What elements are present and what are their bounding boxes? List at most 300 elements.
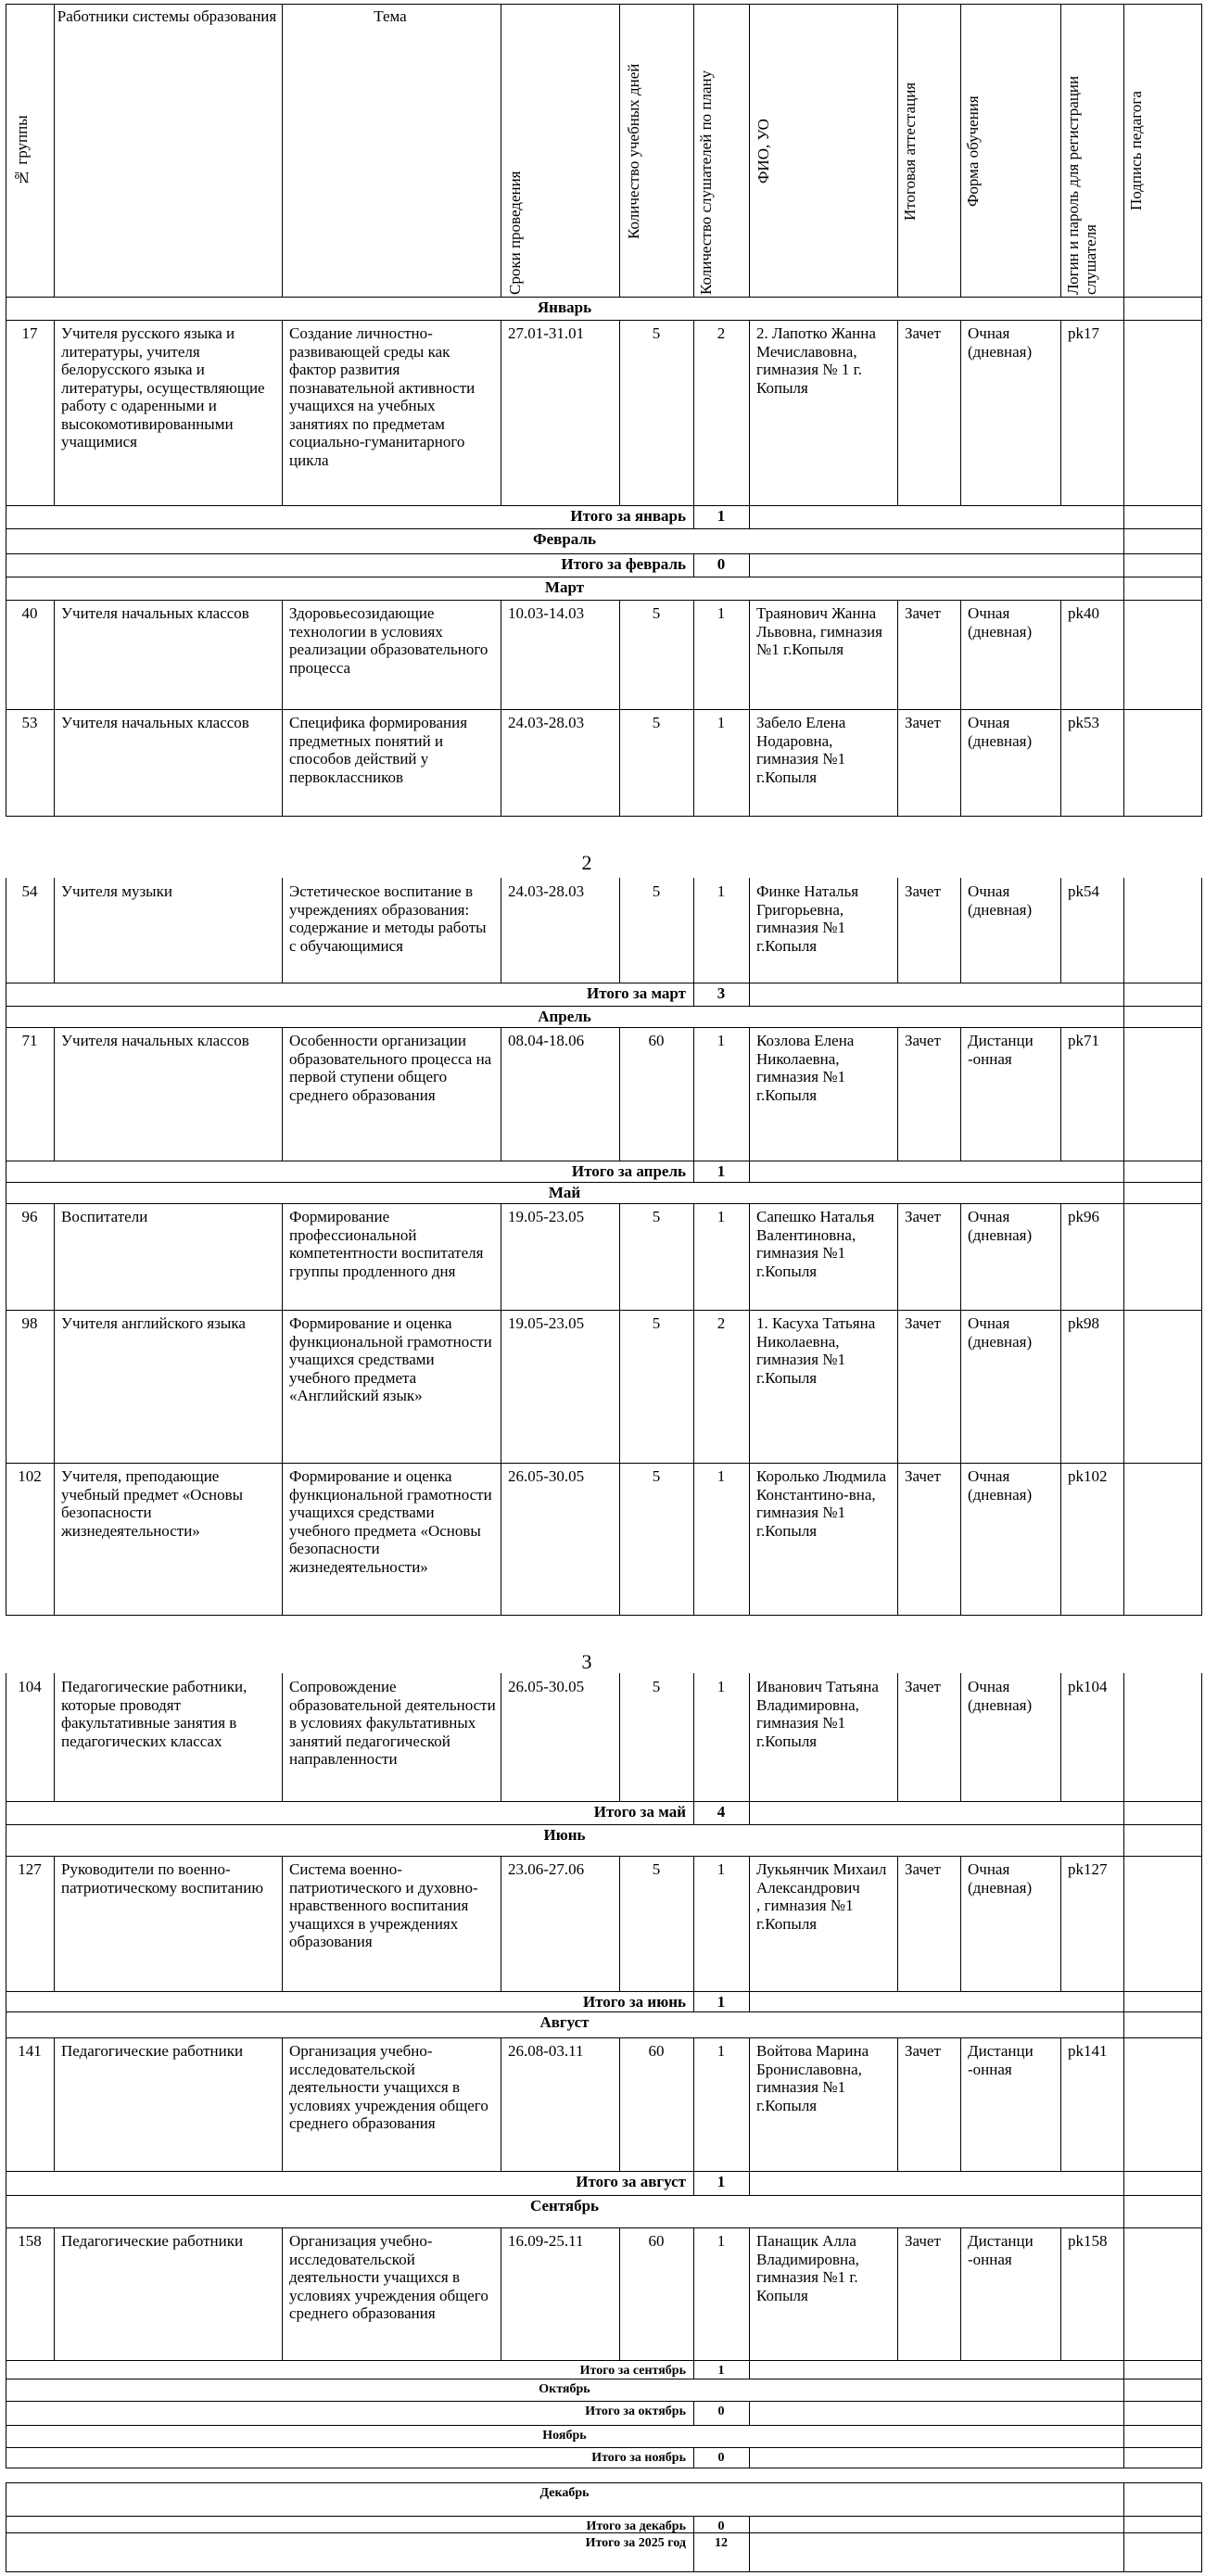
col-header-fio: ФИО, УО	[755, 119, 772, 184]
grid-vline	[54, 1463, 55, 1615]
form-cell: Очная (дневная)	[968, 1208, 1033, 1244]
grid-hline	[6, 297, 1202, 298]
grid-vline	[1123, 1824, 1124, 1856]
group-number: 98	[21, 1314, 38, 1332]
month-jun: Июнь	[543, 1826, 586, 1844]
listeners-cell: 1	[717, 714, 726, 731]
attestation-cell: Зачет	[905, 1032, 941, 1049]
grid-vline	[1201, 1310, 1202, 1463]
workers-cell: Учителя начальных классов	[61, 714, 249, 731]
login-cell: pk53	[1068, 714, 1099, 731]
grid-vline	[54, 1673, 55, 1801]
group-number: 54	[21, 882, 38, 900]
grid-vline	[1201, 709, 1202, 816]
month-aug: Август	[539, 2013, 590, 2031]
total-value-apr: 1	[717, 1162, 726, 1180]
grid-vline	[1123, 1801, 1124, 1824]
grid-vline	[1060, 709, 1061, 816]
topic-cell: Особенности организации образовательного процесса на первой ступени общего среднего образования	[289, 1032, 492, 1104]
grid-vline	[897, 878, 898, 983]
grid-hline	[6, 2516, 1202, 2517]
group-number: 158	[18, 2232, 42, 2250]
grid-vline	[282, 1673, 283, 1801]
grid-vline	[749, 1161, 750, 1182]
listeners-cell: 1	[717, 2232, 726, 2250]
dates-cell: 19.05-23.05	[508, 1314, 585, 1332]
grid-vline	[54, 600, 55, 709]
grid-vline	[1201, 1182, 1202, 1203]
grid-vline	[1201, 1801, 1202, 1824]
grid-vline	[1201, 2037, 1202, 2171]
grid-vline	[1060, 1673, 1061, 1801]
grid-vline	[897, 600, 898, 709]
month-feb: Февраль	[533, 530, 596, 548]
fio-cell: Забело Елена Нодаровна, гимназия №1 г.Копыля	[756, 714, 846, 786]
grid-vline	[749, 2447, 750, 2468]
page-number: 2	[581, 851, 592, 874]
grid-vline	[1201, 2401, 1202, 2425]
days-cell: 60	[648, 2042, 665, 2060]
grid-vline	[1123, 2532, 1124, 2571]
month-sep: Сентябрь	[529, 2197, 600, 2214]
workers-cell: Учителя музыки	[61, 882, 172, 900]
group-number: 17	[21, 324, 38, 342]
total-label-apr: Итого за апрель	[571, 1162, 686, 1180]
grid-vline	[1201, 2447, 1202, 2468]
group-number: 102	[18, 1467, 42, 1485]
total-label-year: Итого за 2025 год	[585, 2536, 686, 2550]
grid-vline	[960, 2227, 961, 2360]
dates-cell: 23.06-27.06	[508, 1860, 585, 1878]
group-number: 141	[18, 2042, 42, 2060]
topic-cell: Система военно-патриотического и духовно-нравственного воспитания учащихся в учреждениях образования	[289, 1860, 478, 1950]
grid-vline	[54, 320, 55, 505]
workers-cell: Педагогические работники	[61, 2232, 244, 2250]
grid-vline	[1201, 878, 1202, 983]
dates-cell: 26.05-30.05	[508, 1678, 585, 1695]
grid-vline	[749, 1673, 750, 1801]
grid-vline	[749, 2037, 750, 2171]
grid-vline	[1201, 1673, 1202, 1801]
grid-vline	[1123, 1161, 1124, 1182]
grid-vline	[960, 4, 961, 297]
grid-vline	[749, 878, 750, 983]
grid-vline	[1201, 320, 1202, 505]
workers-cell: Учителя русского языка и литературы, учителя белорусского языка и литературы, осуществляющие работу с одаренными и высокомотивированными учащимися	[61, 324, 265, 450]
login-cell: pk40	[1068, 604, 1099, 622]
group-number: 53	[21, 714, 38, 731]
grid-vline	[282, 709, 283, 816]
grid-hline	[6, 2011, 1202, 2012]
fio-cell: Войтова Марина Брониславовна, гимназия №1 г.Копыля	[756, 2042, 869, 2114]
topic-cell: Организация учебно-исследовательской деятельности учащихся в условиях учреждения общего среднего образования	[289, 2232, 488, 2322]
days-cell: 5	[652, 1860, 661, 1878]
month-jan: Январь	[537, 298, 592, 316]
col-header-listeners: Количество слушателей по плану	[697, 70, 715, 295]
grid-vline	[619, 1310, 620, 1463]
grid-vline	[749, 600, 750, 709]
month-nov: Ноябрь	[542, 2429, 587, 2443]
total-label-may: Итого за май	[593, 1803, 686, 1821]
grid-vline	[749, 1856, 750, 1991]
grid-vline	[1123, 2037, 1124, 2171]
login-cell: pk158	[1068, 2232, 1108, 2250]
grid-hline	[6, 1801, 1202, 1802]
grid-hline	[6, 2037, 1202, 2038]
grid-vline	[749, 4, 750, 297]
grid-vline	[960, 1463, 961, 1615]
total-label-jun: Итого за июнь	[582, 1993, 686, 2011]
attestation-cell: Зачет	[905, 714, 941, 731]
grid-hline	[6, 1463, 1202, 1464]
total-label-feb: Итого за февраль	[561, 555, 686, 573]
login-cell: pk71	[1068, 1032, 1099, 1049]
days-cell: 5	[652, 1208, 661, 1225]
grid-vline	[1123, 528, 1124, 553]
dates-cell: 27.01-31.01	[508, 324, 585, 342]
fio-cell: Лукьянчик Михаил Александрович , гимназия №1 г.Копыля	[756, 1860, 887, 1933]
attestation-cell: Зачет	[905, 1208, 941, 1225]
days-cell: 5	[652, 1678, 661, 1695]
listeners-cell: 1	[717, 2042, 726, 2060]
total-label-dec: Итого за декабрь	[586, 2519, 686, 2533]
grid-vline	[282, 2227, 283, 2360]
total-value-feb: 0	[717, 555, 726, 573]
workers-cell: Педагогические работники	[61, 2042, 244, 2060]
col-header-attestation: Итоговая аттестация	[901, 82, 919, 221]
listeners-cell: 2	[717, 324, 726, 342]
grid-vline	[282, 320, 283, 505]
form-cell: Очная (дневная)	[968, 882, 1033, 919]
grid-vline	[1201, 1027, 1202, 1161]
month-may: Май	[548, 1184, 581, 1201]
grid-vline	[749, 2532, 750, 2571]
grid-vline	[1123, 709, 1124, 816]
grid-vline	[1123, 2195, 1124, 2227]
total-label-oct: Итого за октябрь	[585, 2405, 686, 2418]
days-cell: 5	[652, 1467, 661, 1485]
grid-vline	[1201, 1203, 1202, 1310]
grid-vline	[897, 1673, 898, 1801]
form-cell: Очная (дневная)	[968, 324, 1033, 361]
dates-cell: 19.05-23.05	[508, 1208, 585, 1225]
grid-hline	[6, 528, 1202, 529]
listeners-cell: 1	[717, 1678, 726, 1695]
grid-vline	[693, 1463, 694, 1615]
total-value-nov: 0	[717, 2451, 725, 2465]
grid-hline	[6, 2482, 1202, 2483]
grid-vline	[693, 1310, 694, 1463]
grid-vline	[1060, 1203, 1061, 1310]
days-cell: 60	[648, 2232, 665, 2250]
total-label-jan: Итого за январь	[570, 507, 686, 525]
grid-vline	[749, 1801, 750, 1824]
workers-cell: Воспитатели	[61, 1208, 148, 1225]
grid-vline	[1201, 2227, 1202, 2360]
grid-vline	[1123, 1310, 1124, 1463]
attestation-cell: Зачет	[905, 1314, 941, 1332]
grid-vline	[282, 2037, 283, 2171]
total-value-mar: 3	[717, 984, 726, 1002]
group-number: 71	[21, 1032, 38, 1049]
grid-vline	[897, 1463, 898, 1615]
grid-hline	[6, 2360, 1202, 2361]
form-cell: Очная (дневная)	[968, 1860, 1033, 1897]
topic-cell: Здоровьесозидающие технологии в условиях реализации образовательного процесса	[289, 604, 488, 677]
grid-hline	[6, 2401, 1202, 2402]
form-cell: Очная (дневная)	[968, 1678, 1033, 1714]
grid-vline	[619, 320, 620, 505]
attestation-cell: Зачет	[905, 1860, 941, 1878]
grid-vline	[693, 320, 694, 505]
grid-vline	[749, 2360, 750, 2379]
col-header-days: Количество учебных дней	[625, 63, 642, 239]
grid-vline	[960, 1856, 961, 1991]
attestation-cell: Зачет	[905, 604, 941, 622]
grid-vline	[960, 2037, 961, 2171]
grid-hline	[6, 2171, 1202, 2172]
group-number: 104	[18, 1678, 42, 1695]
grid-hline	[6, 1182, 1202, 1183]
grid-vline	[1201, 297, 1202, 320]
grid-vline	[749, 1027, 750, 1161]
workers-cell: Учителя начальных классов	[61, 604, 249, 622]
form-cell: Очная (дневная)	[968, 604, 1033, 641]
grid-vline	[282, 1463, 283, 1615]
grid-vline	[1123, 1856, 1124, 1991]
form-cell: Очная (дневная)	[968, 714, 1033, 750]
grid-vline	[1123, 2011, 1124, 2037]
col-header-topic: Тема	[374, 7, 407, 25]
grid-vline	[54, 1310, 55, 1463]
grid-vline	[693, 4, 694, 297]
login-cell: pk127	[1068, 1860, 1108, 1878]
workers-cell: Учителя английского языка	[61, 1314, 246, 1332]
grid-vline	[282, 4, 283, 297]
dates-cell: 24.03-28.03	[508, 714, 585, 731]
col-header-login: Логин и пароль для регистрации слушателя	[1064, 75, 1099, 295]
grid-hline	[6, 1615, 1202, 1616]
login-cell: pk96	[1068, 1208, 1099, 1225]
grid-vline	[1123, 2482, 1124, 2516]
days-cell: 5	[652, 1314, 661, 1332]
grid-hline	[6, 1006, 1202, 1007]
col-header-dates: Сроки проведения	[506, 171, 524, 295]
grid-vline	[960, 1027, 961, 1161]
grid-vline	[1201, 600, 1202, 709]
grid-vline	[54, 2227, 55, 2360]
grid-vline	[897, 1027, 898, 1161]
topic-cell: Организация учебно-исследовательской деятельности учащихся в условиях учреждения общего среднего образования	[289, 2042, 488, 2132]
grid-vline	[1123, 297, 1124, 320]
grid-vline	[1123, 2227, 1124, 2360]
grid-vline	[960, 878, 961, 983]
col-header-workers: Работники системы образования	[57, 7, 277, 25]
grid-vline	[1201, 2425, 1202, 2447]
grid-vline	[1201, 2482, 1202, 2516]
attestation-cell: Зачет	[905, 882, 941, 900]
dates-cell: 26.08-03.11	[508, 2042, 584, 2060]
grid-vline	[282, 1856, 283, 1991]
grid-vline	[619, 4, 620, 297]
topic-cell: Создание личностно-развивающей среды как фактор развития познавательной активности учащихся на учебных занятиях по предметам социально-гуманитарного цикла	[289, 324, 476, 469]
total-value-jan: 1	[717, 507, 726, 525]
grid-vline	[1201, 505, 1202, 528]
grid-vline	[1123, 2425, 1124, 2447]
form-cell: Дистанци -онная	[968, 1032, 1034, 1068]
grid-vline	[1123, 2379, 1124, 2401]
attestation-cell: Зачет	[905, 324, 941, 342]
page-number: 3	[581, 1650, 592, 1673]
grid-vline	[54, 709, 55, 816]
grid-vline	[1123, 2360, 1124, 2379]
grid-vline	[960, 1310, 961, 1463]
form-cell: Очная (дневная)	[968, 1314, 1033, 1351]
days-cell: 5	[652, 604, 661, 622]
workers-cell: Учителя, преподающие учебный предмет «Основы безопасности жизнедеятельности»	[61, 1467, 244, 1540]
grid-vline	[1060, 1310, 1061, 1463]
dates-cell: 08.04-18.06	[508, 1032, 585, 1049]
grid-hline	[6, 2227, 1202, 2228]
grid-vline	[749, 2401, 750, 2425]
grid-vline	[960, 709, 961, 816]
grid-vline	[1123, 1006, 1124, 1027]
grid-vline	[749, 1991, 750, 2011]
grid-vline	[749, 1203, 750, 1310]
grid-hline	[6, 816, 1202, 817]
grid-hline	[6, 505, 1202, 506]
grid-vline	[1201, 983, 1202, 1006]
grid-vline	[1123, 1991, 1124, 2011]
grid-hline	[6, 1310, 1202, 1311]
attestation-cell: Зачет	[905, 1678, 941, 1695]
days-cell: 5	[652, 324, 661, 342]
grid-vline	[1201, 1463, 1202, 1615]
grid-hline	[6, 1203, 1202, 1204]
total-value-aug: 1	[717, 2173, 726, 2190]
grid-vline	[1060, 320, 1061, 505]
grid-vline	[749, 505, 750, 528]
grid-vline	[897, 1203, 898, 1310]
grid-vline	[1060, 600, 1061, 709]
month-dec: Декабрь	[539, 2486, 590, 2500]
grid-vline	[1201, 2195, 1202, 2227]
grid-vline	[749, 709, 750, 816]
grid-vline	[282, 1203, 283, 1310]
total-value-year: 12	[715, 2536, 728, 2550]
form-cell: Дистанци -онная	[968, 2042, 1034, 2078]
grid-vline	[749, 320, 750, 505]
grid-hline	[6, 600, 1202, 601]
total-value-jun: 1	[717, 1993, 726, 2011]
total-label-nov: Итого за ноябрь	[591, 2451, 686, 2465]
grid-vline	[54, 1856, 55, 1991]
fio-cell: Королько Людмила Константино-вна, гимназия №1 г.Копыля	[756, 1467, 887, 1540]
total-value-dec: 0	[717, 2519, 725, 2533]
grid-vline	[1060, 1856, 1061, 1991]
total-label-sep: Итого за сентябрь	[579, 2364, 686, 2378]
grid-vline	[54, 1027, 55, 1161]
dates-cell: 16.09-25.11	[508, 2232, 584, 2250]
dates-cell: 24.03-28.03	[508, 882, 585, 900]
attestation-cell: Зачет	[905, 2232, 941, 2250]
grid-vline	[1123, 577, 1124, 600]
col-header-group-no: № группы	[13, 115, 31, 187]
grid-hline	[6, 4, 1202, 5]
login-cell: pk17	[1068, 324, 1099, 342]
listeners-cell: 2	[717, 1314, 726, 1332]
login-cell: pk141	[1068, 2042, 1108, 2060]
topic-cell: Эстетическое воспитание в учреждениях образования: содержание и методы работы с обучающимися	[289, 882, 487, 955]
grid-vline	[1123, 983, 1124, 1006]
grid-vline	[1123, 2516, 1124, 2532]
month-apr: Апрель	[538, 1008, 591, 1025]
grid-vline	[1060, 1463, 1061, 1615]
grid-hline	[6, 2425, 1202, 2426]
attestation-cell: Зачет	[905, 1467, 941, 1485]
grid-hline	[6, 1824, 1202, 1825]
grid-vline	[282, 1027, 283, 1161]
grid-vline	[1201, 577, 1202, 600]
fio-cell: 1. Касуха Татьяна Николаевна, гимназия №1 г.Копыля	[756, 1314, 876, 1387]
grid-vline	[1123, 878, 1124, 983]
fio-cell: Сапешко Наталья Валентиновна, гимназия №1 г.Копыля	[756, 1208, 875, 1280]
grid-vline	[960, 320, 961, 505]
grid-vline	[54, 1203, 55, 1310]
fio-cell: Панащик Алла Владимировна, гимназия №1 г. Копыля	[756, 2232, 859, 2304]
listeners-cell: 1	[717, 1467, 726, 1485]
grid-vline	[1123, 2171, 1124, 2195]
total-value-may: 4	[717, 1803, 726, 1821]
grid-vline	[1201, 2532, 1202, 2571]
grid-vline	[1123, 4, 1124, 297]
form-cell: Очная (дневная)	[968, 1467, 1033, 1504]
dates-cell: 10.03-14.03	[508, 604, 585, 622]
topic-cell: Формирование и оценка функциональной грамотности учащихся средствами учебного предмета «Основы безопасности жизнедеятельности»	[289, 1467, 492, 1576]
login-cell: pk102	[1068, 1467, 1108, 1485]
grid-hline	[6, 2195, 1202, 2196]
grid-hline	[6, 1991, 1202, 1992]
month-mar: Март	[544, 578, 585, 596]
grid-vline	[1201, 528, 1202, 553]
fio-cell: Иванович Татьяна Владимировна, гимназия №1 г.Копыля	[756, 1678, 879, 1750]
grid-vline	[1123, 1203, 1124, 1310]
topic-cell: Сопровождение образовательной деятельности в условиях факультативных занятий педагогической направленности	[289, 1678, 496, 1768]
grid-vline	[1060, 2227, 1061, 2360]
grid-vline	[1201, 4, 1202, 297]
grid-vline	[1201, 1991, 1202, 2011]
grid-vline	[897, 1310, 898, 1463]
topic-cell: Формирование и оценка функциональной грамотности учащихся средствами учебного предмета «Английский язык»	[289, 1314, 492, 1404]
col-header-form: Форма обучения	[964, 95, 982, 207]
days-cell: 5	[652, 714, 661, 731]
grid-vline	[282, 878, 283, 983]
grid-vline	[749, 1463, 750, 1615]
grid-vline	[749, 2516, 750, 2532]
grid-vline	[1123, 600, 1124, 709]
grid-hline	[6, 2447, 1202, 2448]
grid-vline	[54, 878, 55, 983]
grid-hline	[6, 553, 1202, 554]
days-cell: 5	[652, 882, 661, 900]
grid-hline	[6, 1856, 1202, 1857]
grid-vline	[749, 2227, 750, 2360]
login-cell: pk104	[1068, 1678, 1108, 1695]
grid-vline	[960, 1203, 961, 1310]
grid-vline	[749, 983, 750, 1006]
grid-hline	[6, 320, 1202, 321]
grid-vline	[1060, 878, 1061, 983]
